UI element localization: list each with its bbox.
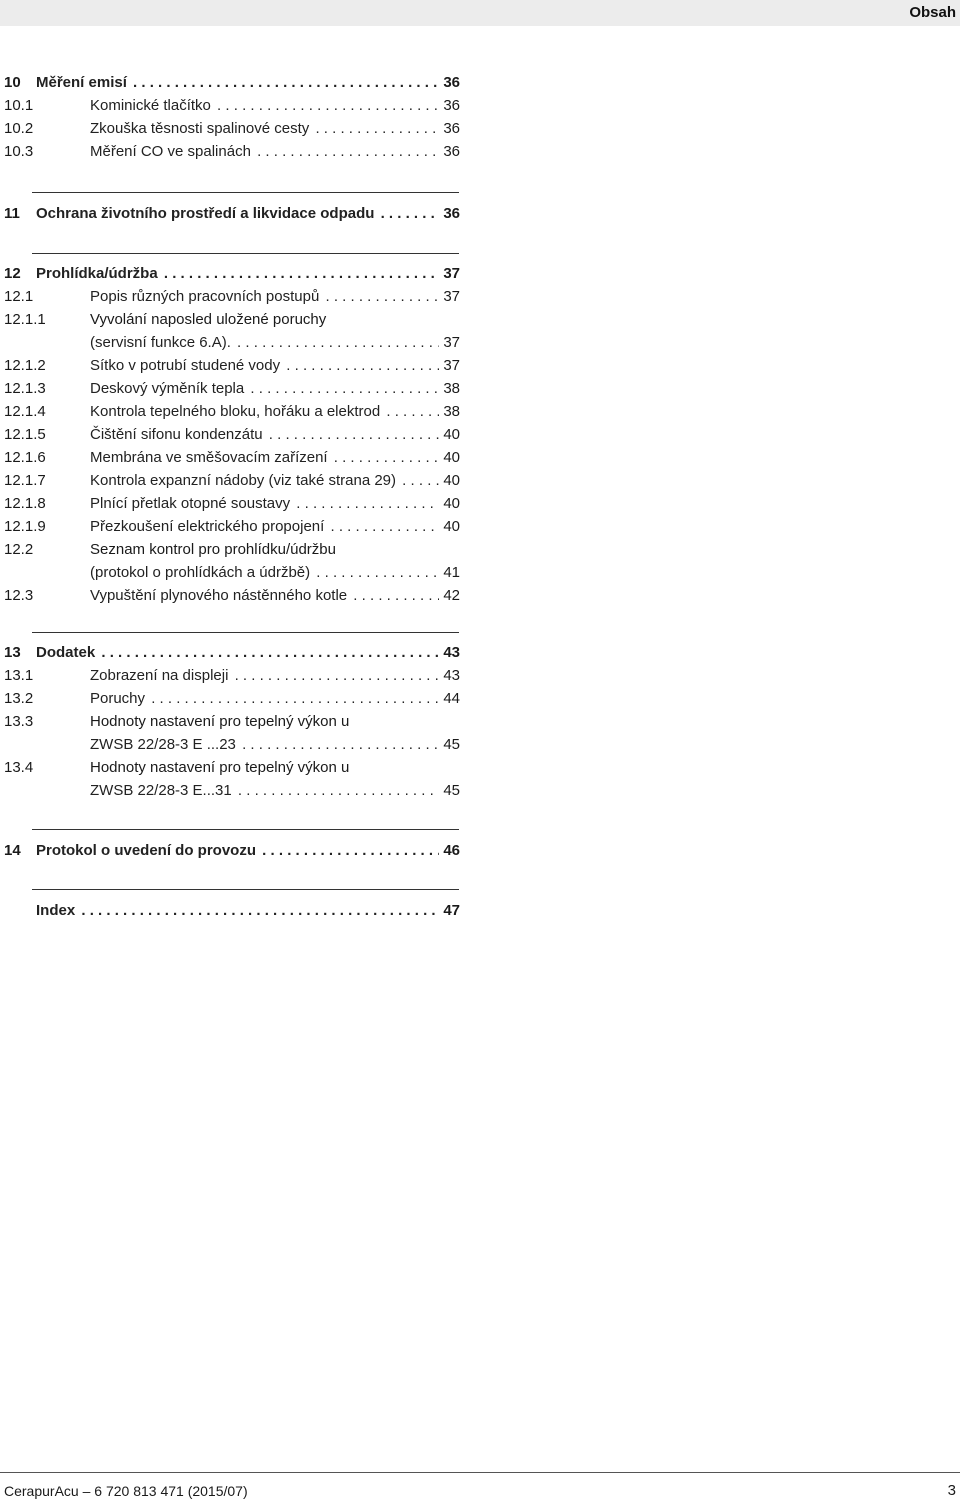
- toc-entry-title: Hodnoty nastavení pro tepelný výkon u: [90, 759, 350, 776]
- toc-entry-page: 40: [439, 469, 460, 492]
- toc-entry-title: ZWSB 22/28-3 E ...23: [90, 736, 236, 753]
- toc-entry-title: (servisní funkce 6.A).: [90, 334, 231, 351]
- toc-entry-number: 13.3: [4, 713, 34, 730]
- toc-section-11: [4, 202, 460, 225]
- toc-entry[interactable]: [4, 94, 460, 117]
- toc-entry-page: 36: [439, 117, 460, 140]
- toc-entry-title: Poruchy: [90, 690, 146, 707]
- toc-entry[interactable]: [4, 285, 460, 308]
- toc-entry-number: 12: [4, 265, 21, 282]
- toc-entry-continuation[interactable]: [4, 779, 460, 802]
- toc-entry[interactable]: [4, 584, 460, 607]
- toc-entry-number: 10.1: [4, 97, 34, 114]
- toc-entry-page: 47: [439, 899, 460, 922]
- toc-entry-page: 46: [439, 839, 460, 862]
- toc-entry-number: 12.1.7: [4, 472, 46, 489]
- toc-entry-continuation[interactable]: [4, 733, 460, 756]
- toc-entry-number: 12.1.2: [4, 357, 46, 374]
- toc-entry-title: Hodnoty nastavení pro tepelný výkon u: [90, 713, 350, 730]
- toc-entry-title: Kominické tlačítko: [90, 97, 211, 114]
- section-divider: [32, 829, 459, 830]
- toc-entry-number: 12.1.4: [4, 403, 46, 420]
- toc-entry-page: 38: [439, 377, 460, 400]
- toc-entry[interactable]: [4, 687, 460, 710]
- toc-entry-page: 36: [439, 202, 460, 225]
- toc-entry-number: 13.1: [4, 667, 34, 684]
- toc-entry-page: 36: [439, 71, 460, 94]
- toc-entry-number: 14: [4, 842, 21, 859]
- toc-entry[interactable]: [4, 899, 460, 922]
- toc-entry[interactable]: [4, 262, 460, 285]
- toc-entry-page: 37: [439, 354, 460, 377]
- toc-section-10: [4, 71, 460, 163]
- toc-entry-title: Deskový výměník tepla: [90, 380, 245, 397]
- toc-entry-page: 43: [439, 641, 460, 664]
- toc-entry-page: 36: [439, 94, 460, 117]
- toc-entry[interactable]: [4, 538, 460, 561]
- toc-entry-title: Kontrola expanzní nádoby (viz také strana 29): [90, 472, 397, 489]
- toc-entry-title: Seznam kontrol pro prohlídku/údržbu: [90, 541, 336, 558]
- toc-entry-title: Vypuštění plynového nástěnného kotle: [90, 587, 348, 604]
- toc-entry-page: 40: [439, 515, 460, 538]
- toc-entry-number: 13.2: [4, 690, 34, 707]
- toc-entry-number: 12.1.1: [4, 311, 46, 328]
- toc-entry-page: 42: [439, 584, 460, 607]
- toc-entry-title: Vyvolání naposled uložené poruchy: [90, 311, 327, 328]
- toc-entry-title: Sítko v potrubí studené vody: [90, 357, 281, 374]
- toc-entry-page: 37: [439, 262, 460, 285]
- toc-entry[interactable]: [4, 641, 460, 664]
- toc-entry-page: 37: [439, 331, 460, 354]
- header-title: Obsah: [909, 4, 956, 21]
- toc-section-12: [4, 262, 460, 607]
- toc-entry-title: ZWSB 22/28-3 E...31: [90, 782, 232, 799]
- toc-entry-page: 36: [439, 140, 460, 163]
- toc-section-13: [4, 641, 460, 802]
- toc-entry-number: 10: [4, 74, 21, 91]
- toc-entry-number: 12.1.8: [4, 495, 46, 512]
- section-divider: [32, 253, 459, 254]
- toc-entry[interactable]: [4, 423, 460, 446]
- toc-entry[interactable]: [4, 664, 460, 687]
- toc-entry-title: Zobrazení na displeji: [90, 667, 229, 684]
- toc-entry-page: 40: [439, 423, 460, 446]
- toc-entry[interactable]: [4, 71, 460, 94]
- toc-entry-title: Měření emisí: [36, 74, 127, 91]
- toc-entry-page: 43: [439, 664, 460, 687]
- toc-entry-number: 13.4: [4, 759, 34, 776]
- toc-entry-page: 41: [439, 561, 460, 584]
- footer-page-number: 3: [947, 1482, 956, 1499]
- toc-entry[interactable]: [4, 377, 460, 400]
- toc-entry-number: 10.3: [4, 143, 34, 160]
- toc-entry[interactable]: [4, 400, 460, 423]
- toc-entry[interactable]: [4, 140, 460, 163]
- page-header: [0, 0, 960, 26]
- toc-entry-number: 10.2: [4, 120, 34, 137]
- toc-entry-title: (protokol o prohlídkách a údržbě): [90, 564, 311, 581]
- toc-entry[interactable]: [4, 839, 460, 862]
- toc-entry-title: Kontrola tepelného bloku, hořáku a elektrod: [90, 403, 381, 420]
- section-divider: [32, 192, 459, 193]
- toc-entry-continuation[interactable]: [4, 561, 460, 584]
- toc-entry[interactable]: [4, 515, 460, 538]
- toc-entry-page: 37: [439, 285, 460, 308]
- toc-entry-title: Měření CO ve spalinách: [90, 143, 251, 160]
- toc-entry-title: Protokol o uvedení do provozu: [36, 842, 257, 859]
- footer-divider: [0, 1472, 960, 1473]
- toc-entry-page: 40: [439, 492, 460, 515]
- toc-entry[interactable]: [4, 756, 460, 779]
- toc-entry-title: Dodatek: [36, 644, 96, 661]
- toc-entry-number: 12.1.5: [4, 426, 46, 443]
- toc-entry[interactable]: [4, 469, 460, 492]
- toc-entry-page: 44: [439, 687, 460, 710]
- toc-section-14: [4, 839, 460, 862]
- toc-entry-number: 12.1.9: [4, 518, 46, 535]
- toc-entry[interactable]: [4, 308, 460, 331]
- toc-entry-title: Zkouška těsnosti spalinové cesty: [90, 120, 310, 137]
- toc-entry-title: Ochrana životního prostředí a likvidace odpadu: [36, 205, 375, 222]
- toc-entry[interactable]: [4, 117, 460, 140]
- toc-entry-title: Plnící přetlak otopné soustavy: [90, 495, 291, 512]
- toc-entry-continuation[interactable]: [4, 331, 460, 354]
- toc-entry-number: 12.1.6: [4, 449, 46, 466]
- toc-entry-title: Přezkoušení elektrického propojení: [90, 518, 325, 535]
- toc-entry-number: 12.3: [4, 587, 34, 604]
- toc-entry-number: 12.2: [4, 541, 34, 558]
- toc-entry[interactable]: [4, 710, 460, 733]
- section-divider: [32, 889, 459, 890]
- toc-entry-page: 45: [439, 733, 460, 756]
- toc-entry-number: 12.1.3: [4, 380, 46, 397]
- section-divider: [32, 632, 459, 633]
- footer-document-id: CerapurAcu – 6 720 813 471 (2015/07): [4, 1483, 248, 1499]
- toc-entry-title: Popis různých pracovních postupů: [90, 288, 320, 305]
- toc-entry-title: Prohlídka/údržba: [36, 265, 158, 282]
- toc-entry[interactable]: [4, 492, 460, 515]
- toc-entry[interactable]: [4, 202, 460, 225]
- toc-entry-title: Index: [36, 902, 76, 919]
- toc-entry[interactable]: [4, 446, 460, 469]
- toc-entry-page: 45: [439, 779, 460, 802]
- toc-entry[interactable]: [4, 354, 460, 377]
- toc-entry-number: 13: [4, 644, 21, 661]
- toc-entry-number: 11: [4, 205, 20, 222]
- toc-entry-title: Membrána ve směšovacím zařízení: [90, 449, 328, 466]
- toc-section-index: [4, 899, 460, 922]
- toc-entry-page: 40: [439, 446, 460, 469]
- toc-entry-title: Čištění sifonu kondenzátu: [90, 426, 263, 443]
- toc-entry-page: 38: [439, 400, 460, 423]
- toc-entry-number: 12.1: [4, 288, 34, 305]
